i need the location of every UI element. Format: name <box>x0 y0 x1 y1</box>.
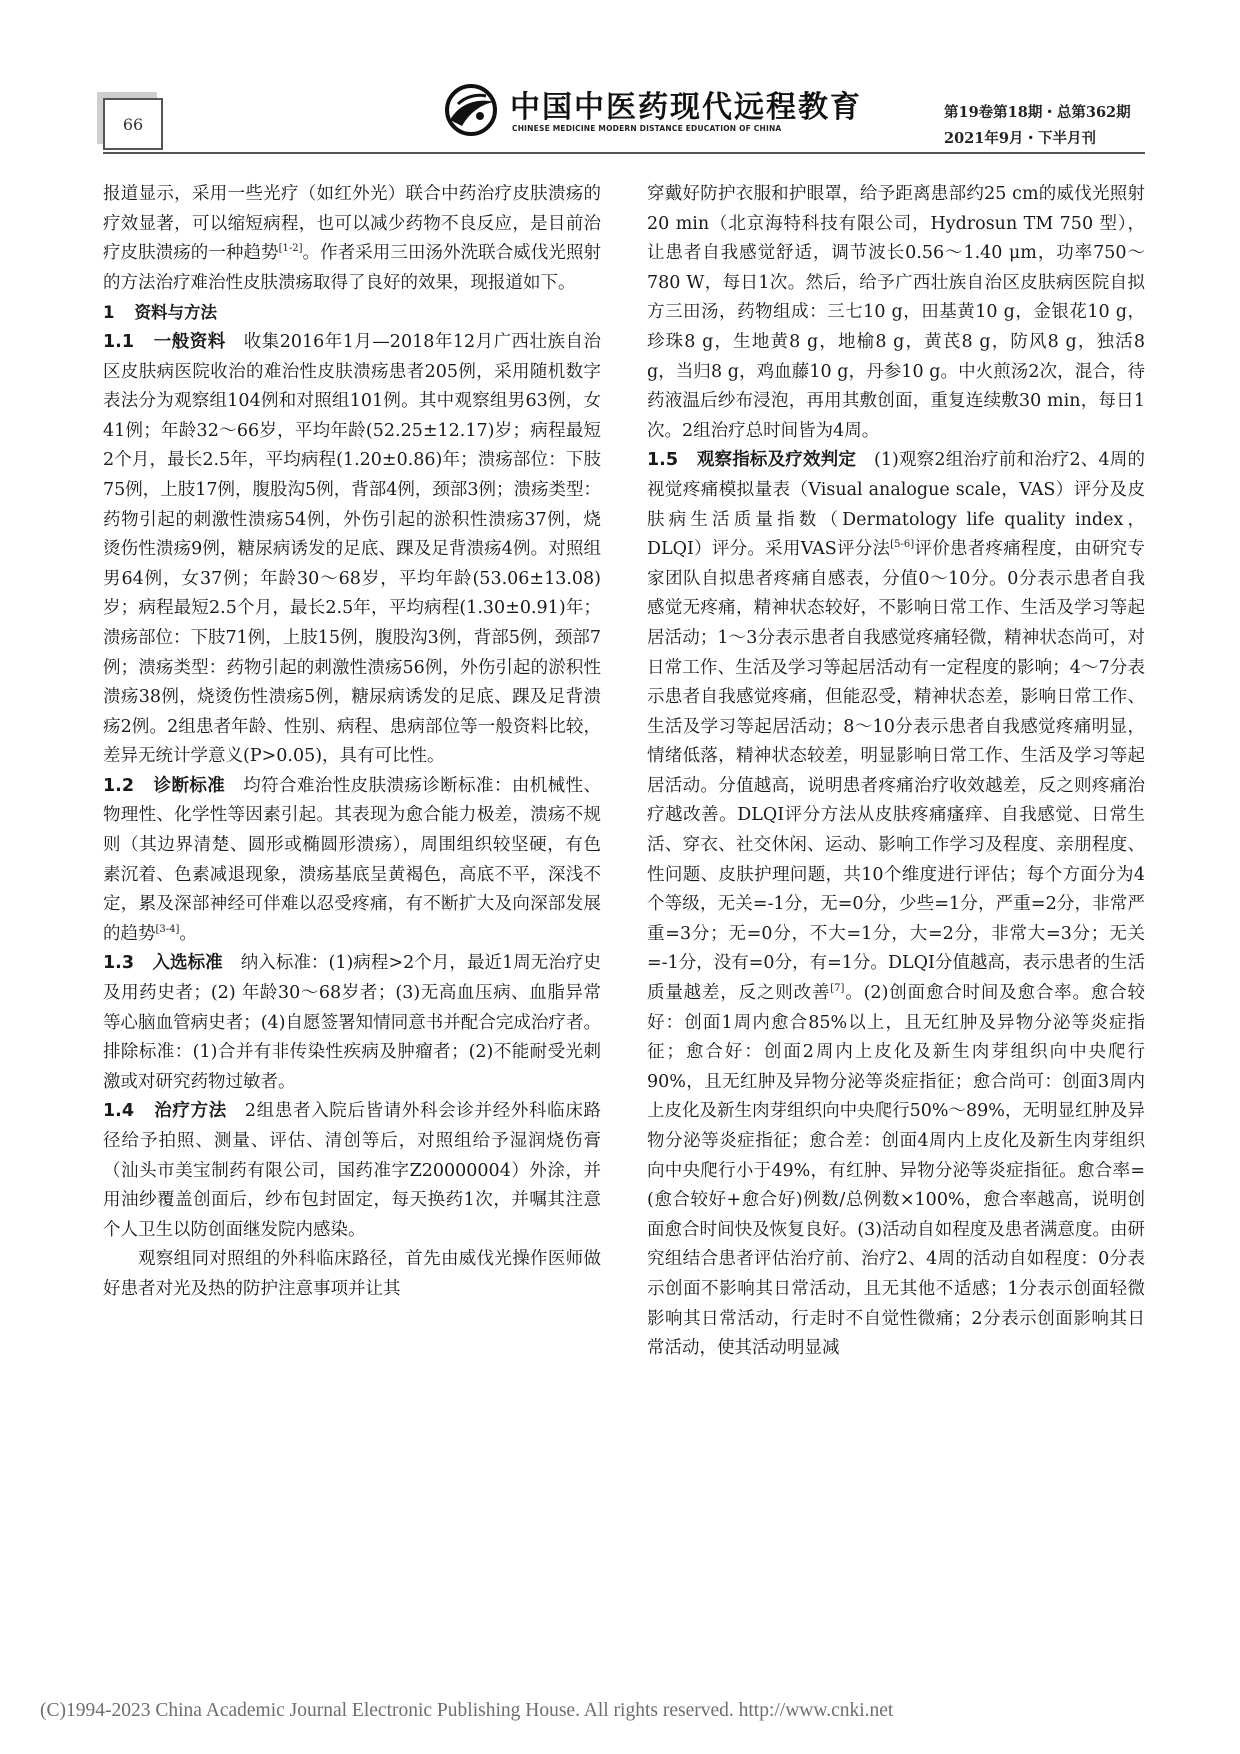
copyright-footer: (C)1994-2023 China Academic Journal Electronic Publishing House. All rights reserved. http://www.cnki.net <box>40 1700 894 1721</box>
page-number-box <box>103 98 163 150</box>
citation-ref: [5-6] <box>890 539 915 551</box>
citation-ref: [1-2] <box>278 243 303 255</box>
citation-ref: [3-4] <box>155 924 180 936</box>
subsection-1-4-heading: 1.4 治疗方法 <box>103 1101 227 1122</box>
subsection-1-5-heading: 1.5 观察指标及疗效判定 <box>647 450 857 471</box>
citation-ref: [7] <box>830 983 845 995</box>
subsection-1-3: 1.3 入选标准 纳入标准：(1)病程>2个月，最近1周无治疗史及用药史者；(2) 年龄30～68岁者；(3)无高血压病、血脂异常等心脑血管病史者；(4)自愿签署知情同意书并配合完成治疗者。排除标准：(1)合并有非传染性疾病及肿瘤者；(2)不能耐受光刺激或对研究药物过敏者。 <box>103 953 602 1092</box>
subsection-1-3-heading: 1.3 入选标准 <box>103 953 223 974</box>
journal-logo-icon <box>440 82 502 138</box>
subsection-1-1: 1.1 一般资料 收集2016年1月—2018年12月广西壮族自治区皮肤病医院收治的难治性皮肤溃疡患者205例，采用随机数字表法分为观察组104例和对照组101例。其中观察组男63例，女41例；年龄32～66岁，平均年龄(52.25±12.17)岁；病程最短2个月，最长2.5年，平均病程(1.20±0.86)年；溃疡部位：下肢75例，上肢17例，腹股沟5例，背部4例，颈部3例；溃疡类型：药物引起的刺激性溃疡54例，外伤引起的淤积性溃疡37例，烧烫伤性溃疡9例，糖尿病诱发的足底、踝及足背溃疡4例。对照组男64例，女37例；年龄30～68岁，平均年龄(53.06±13.08)岁；病程最短2.5个月，最长2.5年，平均病程(1.30±0.91)年；溃疡部位：下肢71例，上肢15例，腹股沟3例，背部5例，颈部7例；溃疡类型：药物引起的刺激性溃疡56例，外伤引起的淤积性溃疡38例，烧烫伤性溃疡5例，糖尿病诱发的足底、踝及足背溃疡2例。2组患者年龄、性别、病程、患病部位等一般资料比较，差异无统计学意义(P>0.05)，具有可比性。 <box>103 331 602 767</box>
issue-volume: 第19卷第18期・总第362期 <box>944 104 1131 121</box>
right-column <box>647 180 1145 1364</box>
page-header <box>0 0 1240 175</box>
issue-info <box>944 100 1131 152</box>
journal-title-en: CHINESE MEDICINE MODERN DISTANCE EDUCATION OF CHINA <box>512 124 782 133</box>
subsection-1-5: 1.5 观察指标及疗效判定 (1)观察2组治疗前和治疗2、4周的视觉疼痛模拟量表（Visual analogue scale，VAS）评分及皮肤病生活质量指数（Dermatology life quality index，DLQI）评分。采用VAS评分法[5-6]评价患者疼痛程度，由研究专家团队自拟患者疼痛自感表，分值0～10分。0分表示患者自我感觉无疼痛，精神状态较好，不影响日常工作、生活及学习等起居活动；1～3分表示患者自我感觉疼痛轻微，精神状态尚可，对日常工作、生活及学习等起居活动有一定程度的影响；4～7分表示患者自我感觉疼痛，但能忍受，精神状态差，影响日常工作、生活及学习等起居活动；8～10分表示患者自我感觉疼痛明显，情绪低落，精神状态较差，明显影响日常工作、生活及学习等起居活动。分值越高，说明患者疼痛治疗收效越差，反之则疼痛治疗越改善。DLQI评分方法从皮肤疼痛瘙痒、自我感觉、日常生活、穿衣、社交休闲、运动、影响工作学习及程度、亲朋程度、性问题、皮肤护理问题，共10个维度进行评估；每个方面分为4个等级，无关=-1分，无=0分，少些=1分，严重=2分，非常严重=3分；无=0分，不大=1分，大=2分，非常大=3分；无关=-1分，没有=0分，有=1分。DLQI分值越高，表示患者的生活质量越差，反之则改善[7]。(2)创面愈合时间及愈合率。愈合较好：创面1周内愈合85%以上，且无红肿及异物分泌等炎症指征；愈合好：创面2周内上皮化及新生肉芽组织向中央爬行90%，且无红肿及异物分泌等炎症指征；愈合尚可：创面3周内上皮化及新生肉芽组织向中央爬行50%～89%，无明显红肿及异物分泌等炎症指征；愈合差：创面4周内上皮化及新生肉芽组织向中央爬行小于49%，有红肿、异物分泌等炎症指征。愈合率=(愈合较好+愈合好)例数/总例数×100%，愈合率越高，说明创面愈合时间快及恢复良好。(3)活动自如程度及患者满意度。由研究组结合患者评估治疗前、治疗2、4周的活动自如程度：0分表示创面不影响其日常活动，且无其他不适感；1分表示创面轻微影响其日常活动，行走时不自觉性微痛；2分表示创面影响其日常活动，使其活动明显减 <box>647 450 1145 1359</box>
subsection-1-4: 1.4 治疗方法 2组患者入院后皆请外科会诊并经外科临床路径给予拍照、测量、评估、清创等后，对照组给予湿润烧伤膏（汕头市美宝制药有限公司，国药准字Z20000004）外涂，并用油纱覆盖创面后，纱布包封固定，每天换药1次，并嘱其注意个人卫生以防创面继发院内感染。 <box>103 1101 601 1240</box>
treatment-continued: 穿戴好防护衣服和护眼罩，给予距离患部约25 cm的威伐光照射20 min（北京海特科技有限公司，Hydrosun TM 750 型），让患者自我感觉舒适，调节波长0.56～1.40 μm，功率750～780 W，每日1次。然后，给予广西壮族自治区皮肤病医院自拟方三田汤，药物组成：三七10 g，田基黄10 g，金银花10 g，珍珠8 g，生地黄8 g，地榆8 g，黄芪8 g，防风8 g，独活8 g，当归8 g，鸡血藤10 g，丹参10 g。中火煎汤2次，混合，待药液温后纱布浸泡，再用其敷创面，重复连续敷30 min，每日1次。2组治疗总时间皆为4周。 <box>647 184 1145 441</box>
journal-title-cn: 中国中医药现代远程教育 <box>510 90 862 125</box>
issue-date: 2021年9月・下半月刊 <box>944 130 1096 147</box>
section-heading-1: 1 资料与方法 <box>103 303 217 323</box>
header-rule <box>103 152 1145 154</box>
subsection-1-1-heading: 1.1 一般资料 <box>103 331 226 352</box>
intro-paragraph: 报道显示，采用一些光疗（如红外光）联合中药治疗皮肤溃疡的疗效显著，可以缩短病程，也可以减少药物不良反应，是目前治疗皮肤溃疡的一种趋势[1-2]。作者采用三田汤外洗联合威伐光照射的方法治疗难治性皮肤溃疡取得了良好的效果，现报道如下。 <box>103 184 602 293</box>
subsection-1-2: 1.2 诊断标准 均符合难治性皮肤溃疡诊断标准：由机械性、物理性、化学性等因素引起。其表现为愈合能力极差，溃疡不规则（其边界清楚、圆形或椭圆形溃疡），周围组织较坚硬，有色素沉着、色素减退现象，溃疡基底呈黄褐色，高底不平，深浅不定，累及深部神经可伴难以忍受疼痛，有不断扩大及向深部发展的趋势[3-4]。 <box>103 775 602 944</box>
page-number: 66 <box>122 115 144 134</box>
subsection-1-2-heading: 1.2 诊断标准 <box>103 775 226 796</box>
treatment-paragraph-2: 观察组同对照组的外科临床路径，首先由威伐光操作医师做好患者对光及热的防护注意事项并让其 <box>103 1249 601 1299</box>
left-column <box>103 180 601 1305</box>
